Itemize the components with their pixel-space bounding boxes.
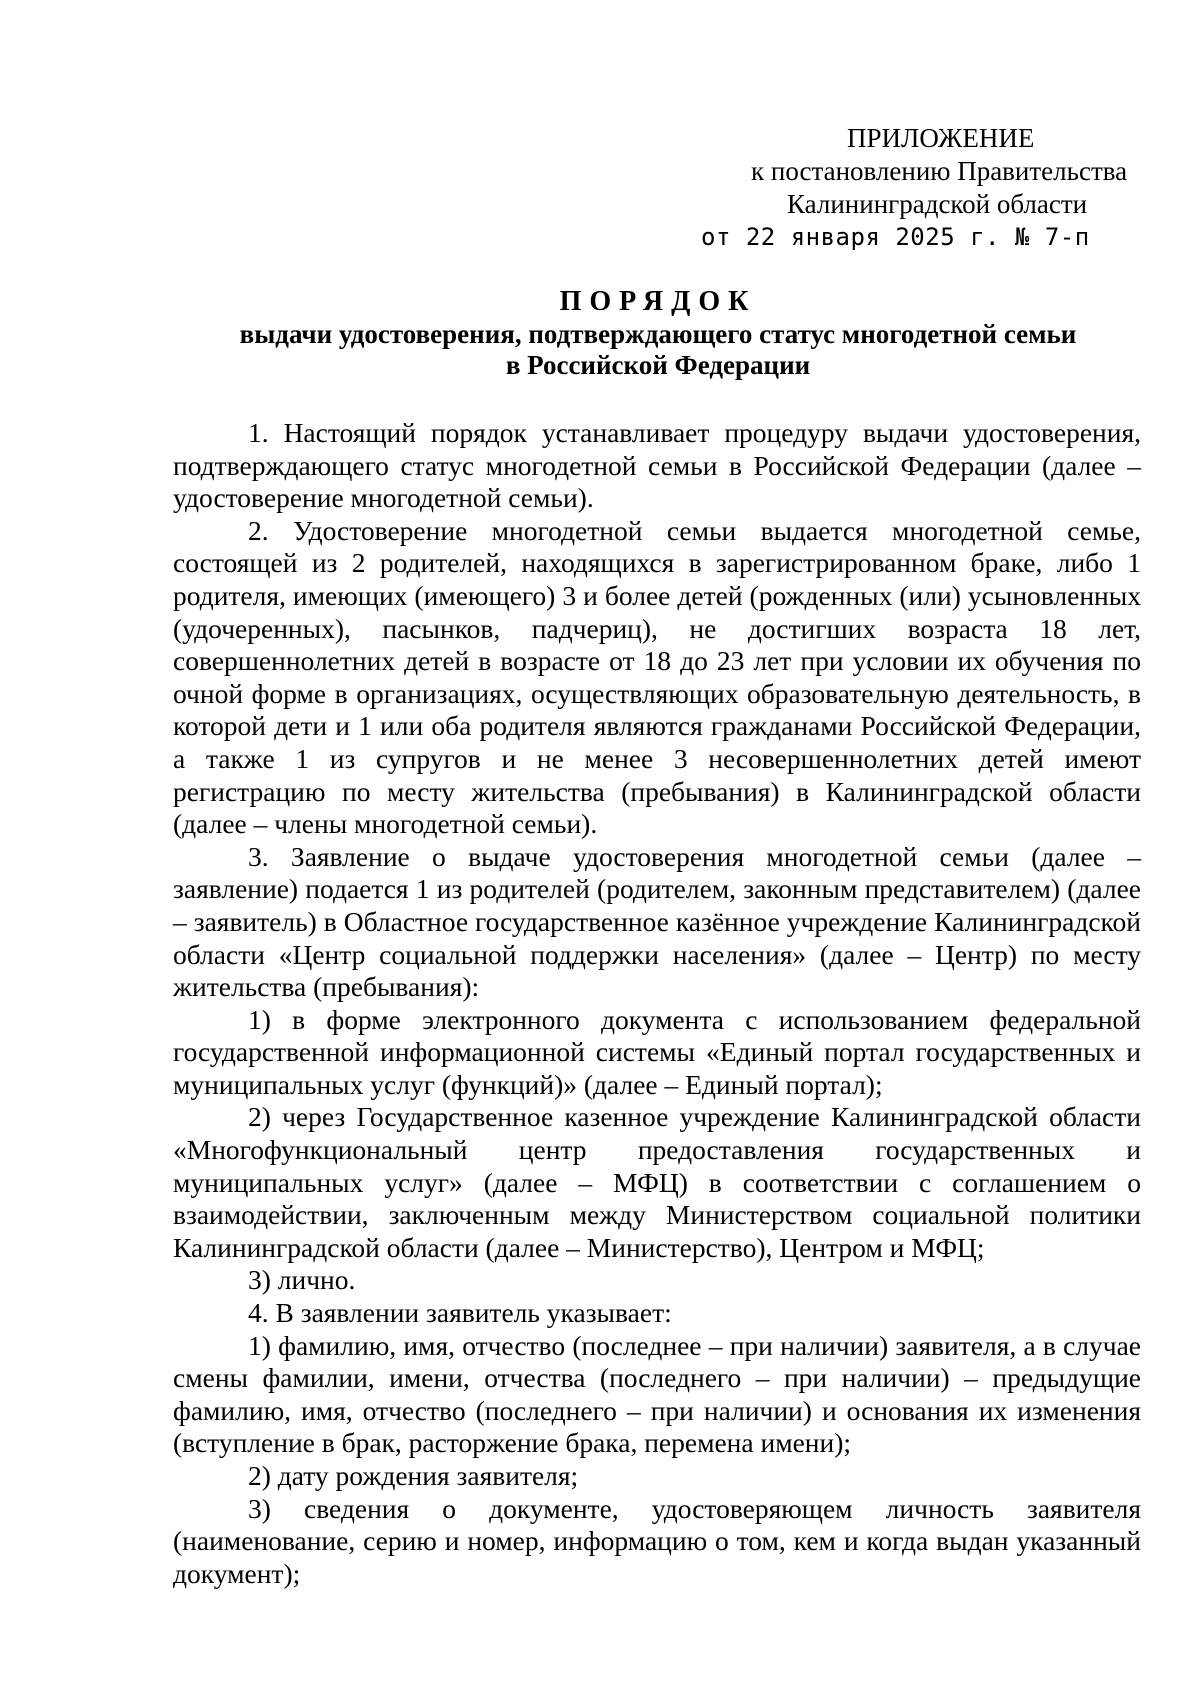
paragraph-3-item-1: 1) в форме электронного документа с использованием федеральной государственной информационной системы «Единый портал государственных и муниципальных услуг (функций)» (далее – Единый портал); xyxy=(173,1003,1141,1100)
appendix-date-number: от 22 января 2025 г. № 7-п xyxy=(701,223,1090,251)
paragraph-3-item-2: 2) через Государственное казенное учреждение Калининградской области «Многофункциональный центр предоставления государственных и муниципальных услуг» (далее – МФЦ) в соответствии с соглашением о взаимодействии, заключенным между Министерством социальной политики Калининградской области (далее – Министерство), Центром и МФЦ; xyxy=(173,1101,1141,1263)
document-body xyxy=(173,417,1141,1590)
paragraph-4: 4. В заявлении заявитель указывает: xyxy=(248,1297,672,1329)
appendix-region-line: Калининградской области xyxy=(787,189,1088,219)
paragraph-3-item-3: 3) лично. xyxy=(248,1264,356,1296)
paragraph-2: 2. Удостоверение многодетной семьи выдается многодетной семье, состоящей из 2 родителей, находящихся в зарегистрированном браке, либо 1 родителя, имеющих (имеющего) 3 и более детей (рожденных (или) усыновленных (удочеренных), пасынков, падчериц), не достигших возраста 18 лет, совершеннолетних детей в возрасте от 18 до 23 лет при условии их обучения по очной форме в организациях, осуществляющих образовательную деятельность, в которой дети и 1 или оба родителя являются гражданами Российской Федерации, а также 1 из супругов и не менее 3 несовершеннолетних детей имеют регистрацию по месту жительства (пребывания) в Калининградской области (далее – члены многодетной семьи). xyxy=(173,514,1141,840)
appendix-header xyxy=(650,122,1170,254)
document-subtitle-line-2: в Российской Федерации xyxy=(505,350,811,380)
paragraph-4-item-3: 3) сведения о документе, удостоверяющем личность заявителя (наименование, серию и номер, информацию о том, кем и когда выдан указанный документ); xyxy=(173,1492,1141,1589)
document-subtitle-line-1: выдачи удостоверения, подтверждающего статус многодетной семьи xyxy=(239,319,1077,349)
paragraph-3: 3. Заявление о выдаче удостоверения многодетной семьи (далее – заявление) подается 1 из родителей (родителем, законным представителем) (далее – заявитель) в Областное государственное казённое учреждение Калининградской области «Центр социальной поддержки населения» (далее – Центр) по месту жительства (пребывания): xyxy=(173,840,1141,1003)
appendix-resolution-line: к постановлению Правительства xyxy=(751,156,1128,186)
paragraph-1: 1. Настоящий порядок устанавливает процедуру выдачи удостоверения, подтверждающего статус многодетной семьи в Российской Федерации (далее – удостоверение многодетной семьи). xyxy=(173,417,1141,514)
appendix-title: ПРИЛОЖЕНИЕ xyxy=(847,123,1035,153)
document-heading: ПОРЯДОК xyxy=(559,286,757,317)
paragraph-4-item-2: 2) дату рождения заявителя; xyxy=(248,1460,579,1491)
document-title xyxy=(173,286,1143,381)
paragraph-4-item-1: 1) фамилию, имя, отчество (последнее – при наличии) заявителя, а в случае смены фамилии, имени, отчества (последнего – при наличии) – предыдущие фамилию, имя, отчество (последнего – при наличии) и основания их изменения (вступление в брак, расторжение брака, перемена имени); xyxy=(173,1329,1141,1459)
